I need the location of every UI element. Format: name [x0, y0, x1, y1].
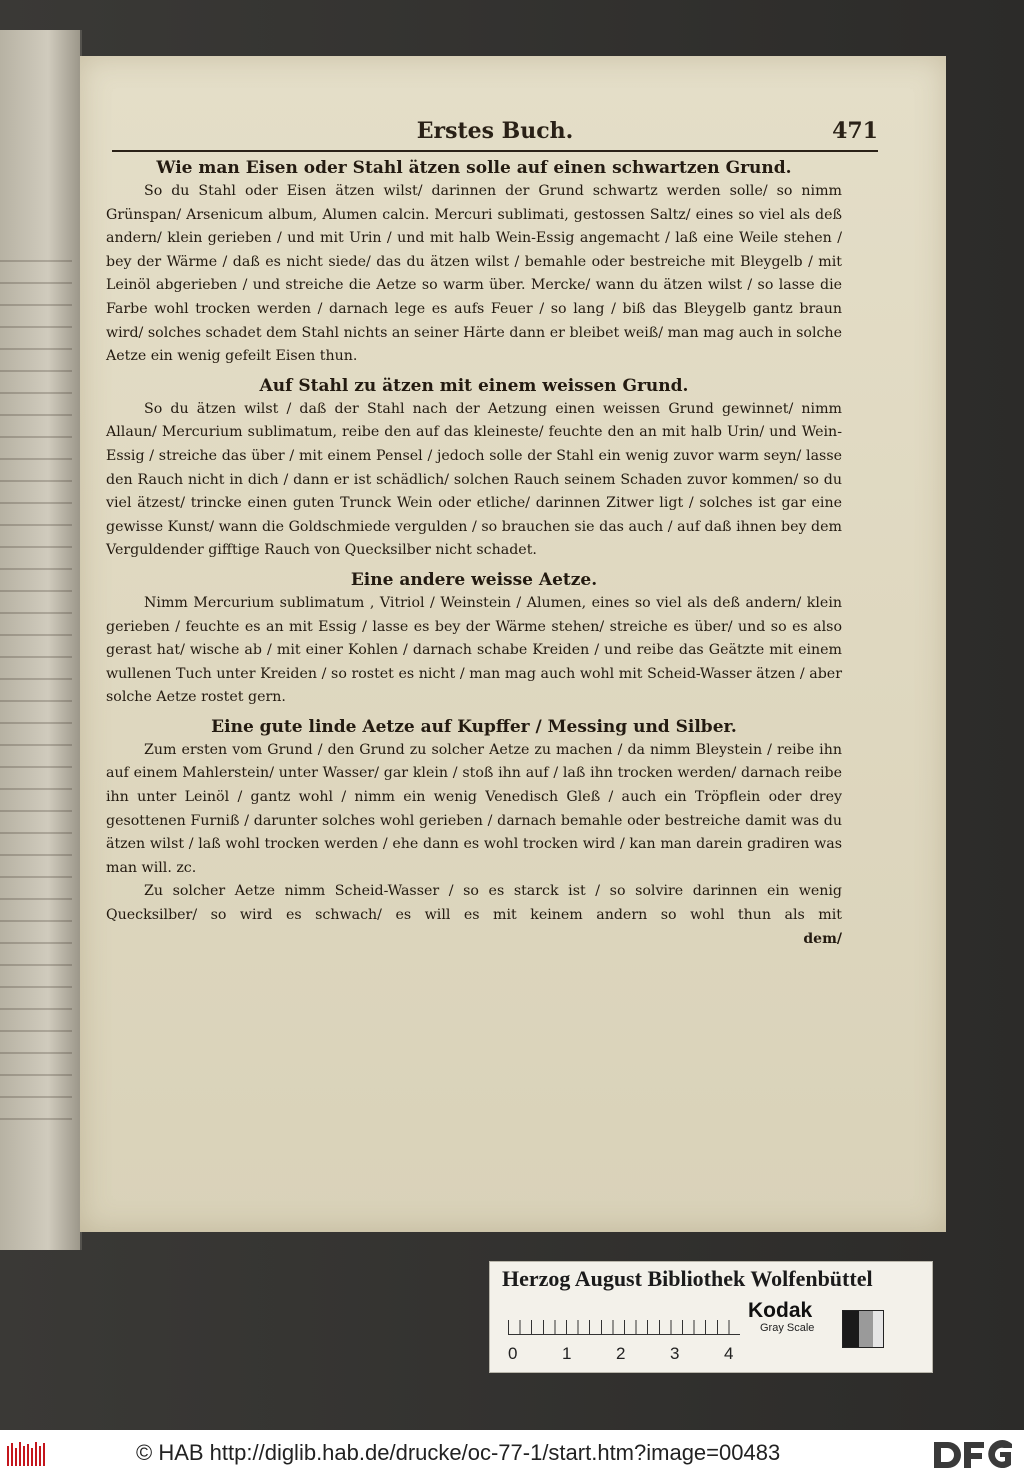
library-name: Herzog August Bibliothek Wolfenbüttel	[502, 1266, 873, 1291]
section-heading: Eine andere weisse Aetze.	[350, 569, 598, 590]
ruler-number: 4	[724, 1344, 734, 1363]
footer-bar	[0, 1430, 1024, 1476]
section-heading: Auf Stahl zu ätzen mit einem weissen Grund.	[259, 375, 689, 396]
section-paragraph: So du Stahl oder Eisen ätzen wilst/ darinnen der Grund schwartz werden solle/ so nimm Grünspan/ Arsenicum album, Alumen calcin. Mercuri sublimati, gestossen Saltz/ eines so viel als deß andern/ klein gerieben / und mit Urin / und mit halb Wein-Essig angemacht / laß eine Weile stehen / bey der Wärme / daß es nicht siede/ das du ätzen wilst / bemahle oder bestreiche mit Bleygelb / mit Leinöl abgerieben / und streiche die Aetze so warm über. Mercke/ wann du ätzen wilst / so lasse die Farbe wohl trocken werden / darnach lege es aufs Feuer / so lang / biß das Bleygelb gantz braun wird/ solches schadet dem Stahl nichts an seiner Härte dann er bleibet weiß/ man mag auch in solche Aetze ein wenig gefeilt Eisen thun.	[106, 183, 842, 365]
library-label-card	[489, 1261, 933, 1373]
kodak-brand: Kodak	[748, 1299, 813, 1322]
text-block	[106, 156, 842, 950]
previous-page-edge	[0, 30, 82, 1250]
scale-ruler	[508, 1310, 740, 1363]
section-paragraph: Zu solcher Aetze nimm Scheid-Wasser / so es starck ist / so solvire darinnen ein wenig Quecksilber/ so wird es schwach/ es will es mit keinem andern so wohl thun als mit	[106, 883, 842, 924]
ruler-number: 3	[670, 1344, 680, 1363]
section-heading: Eine gute linde Aetze auf Kupffer / Messing und Silber.	[211, 716, 737, 737]
page-number: 471	[832, 118, 878, 144]
ruler-number: 2	[616, 1344, 626, 1363]
dfg-logo-icon	[932, 1440, 1014, 1470]
section-paragraph: Zum ersten vom Grund / den Grund zu solcher Aetze zu machen / da nimm Bleystein / reibe ihn auf einem Mahlerstein/ unter Wasser/ gar klein / stoß ihn auf / laß ihn trocken werden/ darnach reibe ihn unter Leinöl / gantz wohl / nimm ein wenig Venedisch Gleß / auch ein Tröpflein oder drey gesottenen Furniß / darunter solches wohl gerieben / darnach bemahle oder bestreiche damit was du ätzen wilst / laß wohl trocken werden / ehe dann es wohl trocken wird / kan man darein gradiren was man will. zc.	[106, 741, 842, 876]
ruler-number: 1	[562, 1344, 572, 1363]
ruler-numbers	[508, 1344, 748, 1364]
book-page	[80, 56, 946, 1232]
copyright-credit: © HAB http://diglib.hab.de/drucke/oc-77-1/start.htm?image=00483	[136, 1440, 781, 1465]
ruler-ticks	[508, 1310, 740, 1334]
gray-scale-label: Gray Scale	[760, 1322, 815, 1334]
hab-logo-icon	[6, 1440, 48, 1468]
gray-scale-patch	[842, 1310, 884, 1348]
running-head	[112, 116, 878, 152]
catchword: dem/	[803, 930, 842, 947]
bleed-through-text	[0, 240, 72, 1140]
running-head-title: Erstes Buch.	[416, 118, 574, 144]
section-paragraph: So du ätzen wilst / daß der Stahl nach der Aetzung einen weissen Grund gewinnet/ nimm Allaun/ Mercurium sublimatum, reibe den auf das kleineste/ feuchte den an mit halb Urin/ und Wein-Essig / streiche das über / mit einem Pensel / jedoch solle der Stahl ein wenig zuvor warm seyn/ lasse den Rauch nicht in dich / dann er ist schädlich/ solchen Rauch seinem Schaden zuvor kommen/ so du viel ätzest/ trincke einen guten Trunck Wein oder etliche/ darinnen Zitwer ligt / solches ist gar eine gewisse Kunst/ wann die Goldschmiede vergulden / so brauchen sie das auch / auf daß ihnen bey dem Verguldender gifftige Rauch von Quecksilber nicht schadet.	[106, 400, 842, 559]
section-paragraph: Nimm Mercurium sublimatum , Vitriol / Weinstein / Alumen, eines so viel als deß andern/ klein gerieben / feuchte es an mit Essig / lasse es bey der Wärme stehen/ streiche es über/ und so es also gerast hat/ wische ab / mit einer Kohlen / darnach schabe Kreiden / und reibe das Geätzte mit einem wullenen Tuch unter Kreiden / so rostet es nicht / man mag auch wohl mit Scheid-Wasser ätzen / aber solche Aetze rostet gern.	[106, 594, 842, 706]
kodak-label	[748, 1300, 814, 1334]
ruler-number: 0	[508, 1344, 518, 1363]
section-heading: Wie man Eisen oder Stahl ätzen solle auf einen schwartzen Grund.	[156, 158, 792, 178]
